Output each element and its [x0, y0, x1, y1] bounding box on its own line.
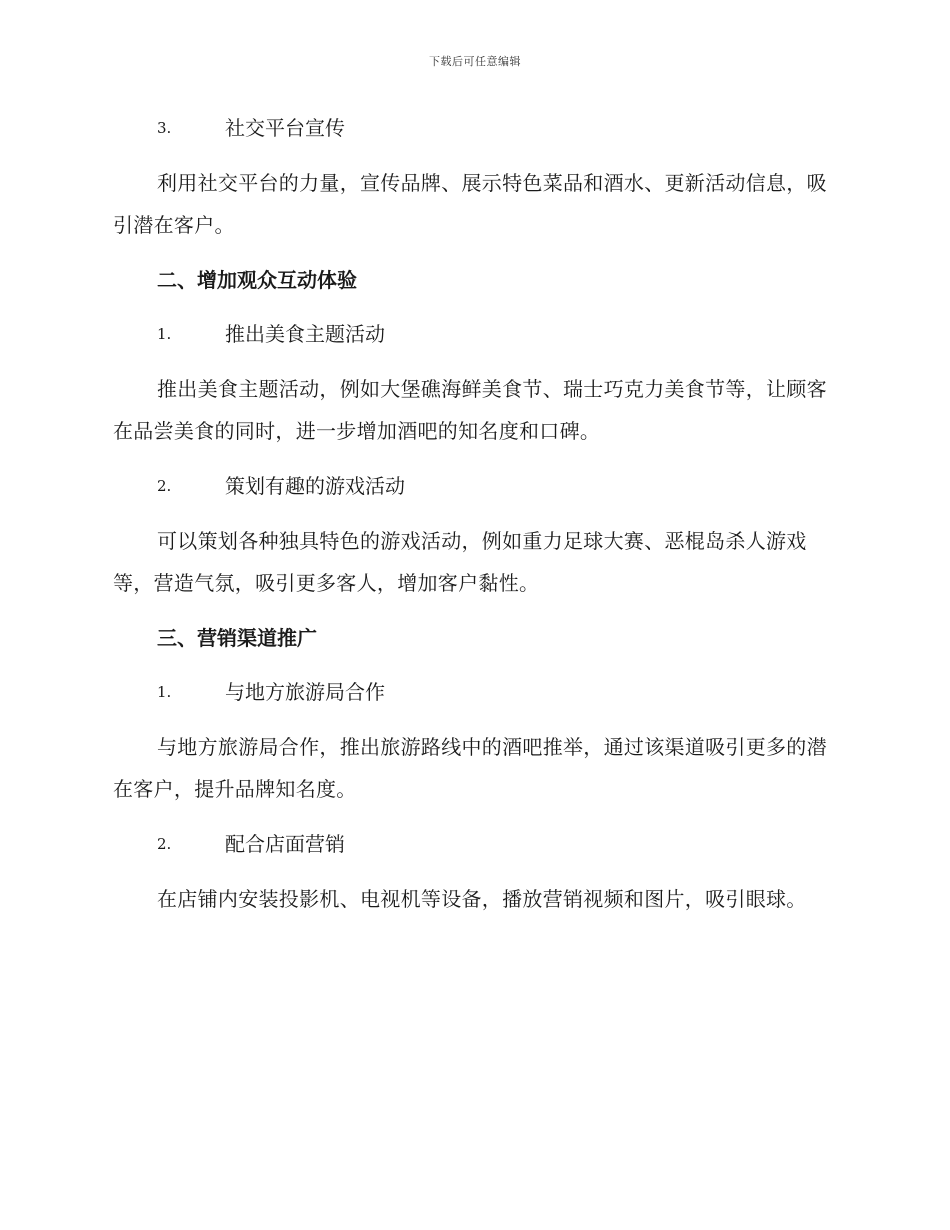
numbered-item — [113, 672, 833, 712]
numbered-item — [113, 108, 833, 148]
item-title: 与地方旅游局合作 — [225, 680, 385, 704]
section-heading: 二、增加观众互动体验 — [157, 268, 357, 292]
paragraph: 可以策划各种独具特色的游戏活动，例如重力足球大赛、恶棍岛杀人游戏等，营造气氛，吸引更多客人，增加客户黏性。 — [113, 529, 807, 595]
paragraph: 利用社交平台的力量，宣传品牌、展示特色菜品和酒水、更新活动信息，吸引潜在客户。 — [113, 171, 827, 237]
item-number: 1. — [157, 683, 172, 701]
paragraph: 推出美食主题活动，例如大堡礁海鲜美食节、瑞士巧克力美食节等，让顾客在品尝美食的同时，进一步增加酒吧的知名度和口碑。 — [113, 377, 827, 443]
item-number: 1. — [157, 325, 172, 343]
paragraph: 在店铺内安装投影机、电视机等设备，播放营销视频和图片，吸引眼球。 — [157, 887, 807, 911]
paragraph: 与地方旅游局合作，推出旅游路线中的酒吧推举，通过该渠道吸引更多的潜在客户，提升品牌知名度。 — [113, 735, 827, 801]
item-number: 2. — [157, 477, 172, 495]
item-title: 社交平台宣传 — [225, 116, 345, 140]
header-note: 下载后可任意编辑 — [429, 55, 521, 68]
numbered-item — [113, 466, 833, 506]
section-heading: 三、营销渠道推广 — [157, 626, 317, 650]
numbered-item — [113, 824, 833, 864]
document-body — [113, 108, 833, 934]
item-number: 2. — [157, 835, 172, 853]
item-number: 3. — [157, 119, 172, 137]
numbered-item — [113, 314, 833, 354]
item-title: 配合店面营销 — [225, 832, 345, 856]
item-title: 策划有趣的游戏活动 — [225, 474, 405, 498]
item-title: 推出美食主题活动 — [225, 322, 385, 346]
